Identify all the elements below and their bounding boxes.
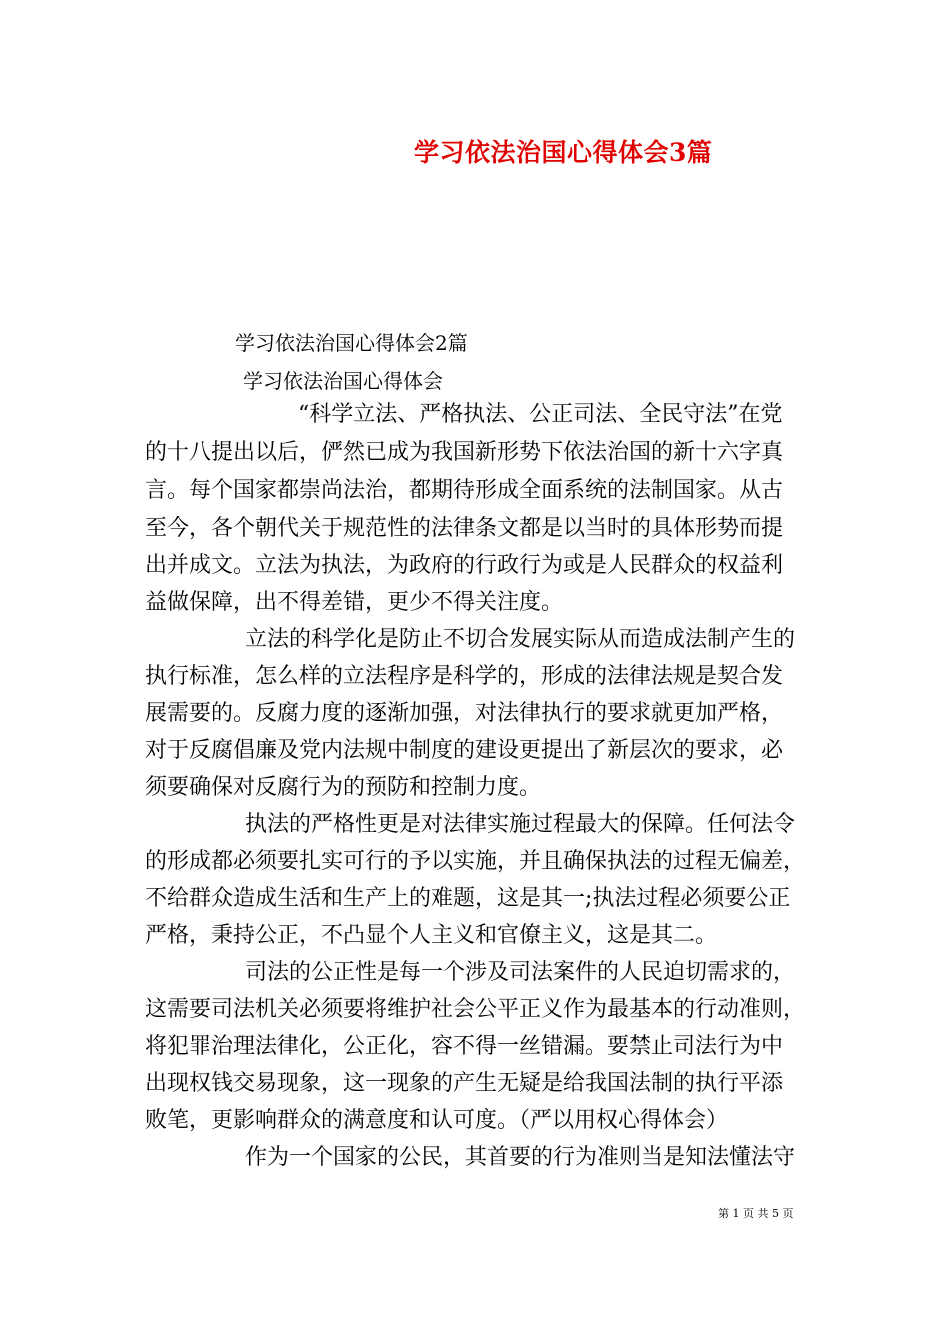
body-line: 至今，各个朝代关于规范性的法律条文都是以当时的具体形势而提 <box>145 516 784 541</box>
body-line: 益做保障，出不得差错，更少不得关注度。 <box>145 590 564 615</box>
body-line: 将犯罪治理法律化，公正化，容不得一丝错漏。要禁止司法行为中 <box>145 1034 784 1059</box>
body-line: 不给群众造成生活和生产上的难题，这是其一;执法过程必须要公正 <box>145 886 791 911</box>
page-footer: 第 1 页 共 5 页 <box>718 1207 794 1220</box>
body-line: 作为一个国家的公民，其首要的行为准则当是知法懂法守 <box>245 1145 796 1170</box>
body-line: 严格，秉持公正，不凸显个人主义和官僚主义，这是其二。 <box>145 923 718 948</box>
subtitle-collection: 学习依法治国心得体会2篇 <box>235 331 468 355</box>
document-title: 学习依法治国心得体会3篇 <box>414 138 713 167</box>
body-line: 对于反腐倡廉及党内法规中制度的建设更提出了新层次的要求，必 <box>145 738 784 763</box>
body-line: 司法的公正性是每一个涉及司法案件的人民迫切需求的， <box>245 960 796 985</box>
body-line: 执行标准，怎么样的立法程序是科学的，形成的法律法规是契合发 <box>145 664 784 689</box>
body-line: 的十八提出以后，俨然已成为我国新形势下依法治国的新十六字真 <box>145 440 784 465</box>
body-line: 这需要司法机关必须要将维护社会公平正义作为最基本的行动准则， <box>145 997 806 1022</box>
body-line: 的形成都必须要扎实可行的予以实施，并且确保执法的过程无偏差， <box>145 849 806 874</box>
body-line: 出并成文。立法为执法，为政府的行政行为或是人民群众的权益利 <box>145 553 784 578</box>
body-line: 展需要的。反腐力度的逐渐加强，对法律执行的要求就更加严格， <box>145 701 784 726</box>
body-line: 执法的严格性更是对法律实施过程最大的保障。任何法令 <box>245 812 796 837</box>
body-line: 立法的科学化是防止不切合发展实际从而造成法制产生的 <box>245 627 796 652</box>
subtitle-article: 学习依法治国心得体会 <box>243 369 443 393</box>
body-line: 言。每个国家都崇尚法治，都期待形成全面系统的法制国家。从古 <box>145 478 784 503</box>
body-line: 出现权钱交易现象，这一现象的产生无疑是给我国法制的执行平添 <box>145 1071 784 1096</box>
body-line: 须要确保对反腐行为的预防和控制力度。 <box>145 775 542 800</box>
body-line: “科学立法、严格执法、公正司法、全民守法”在党 <box>298 402 783 427</box>
body-line: 败笔，更影响群众的满意度和认可度。（严以用权心得体会） <box>145 1108 729 1133</box>
